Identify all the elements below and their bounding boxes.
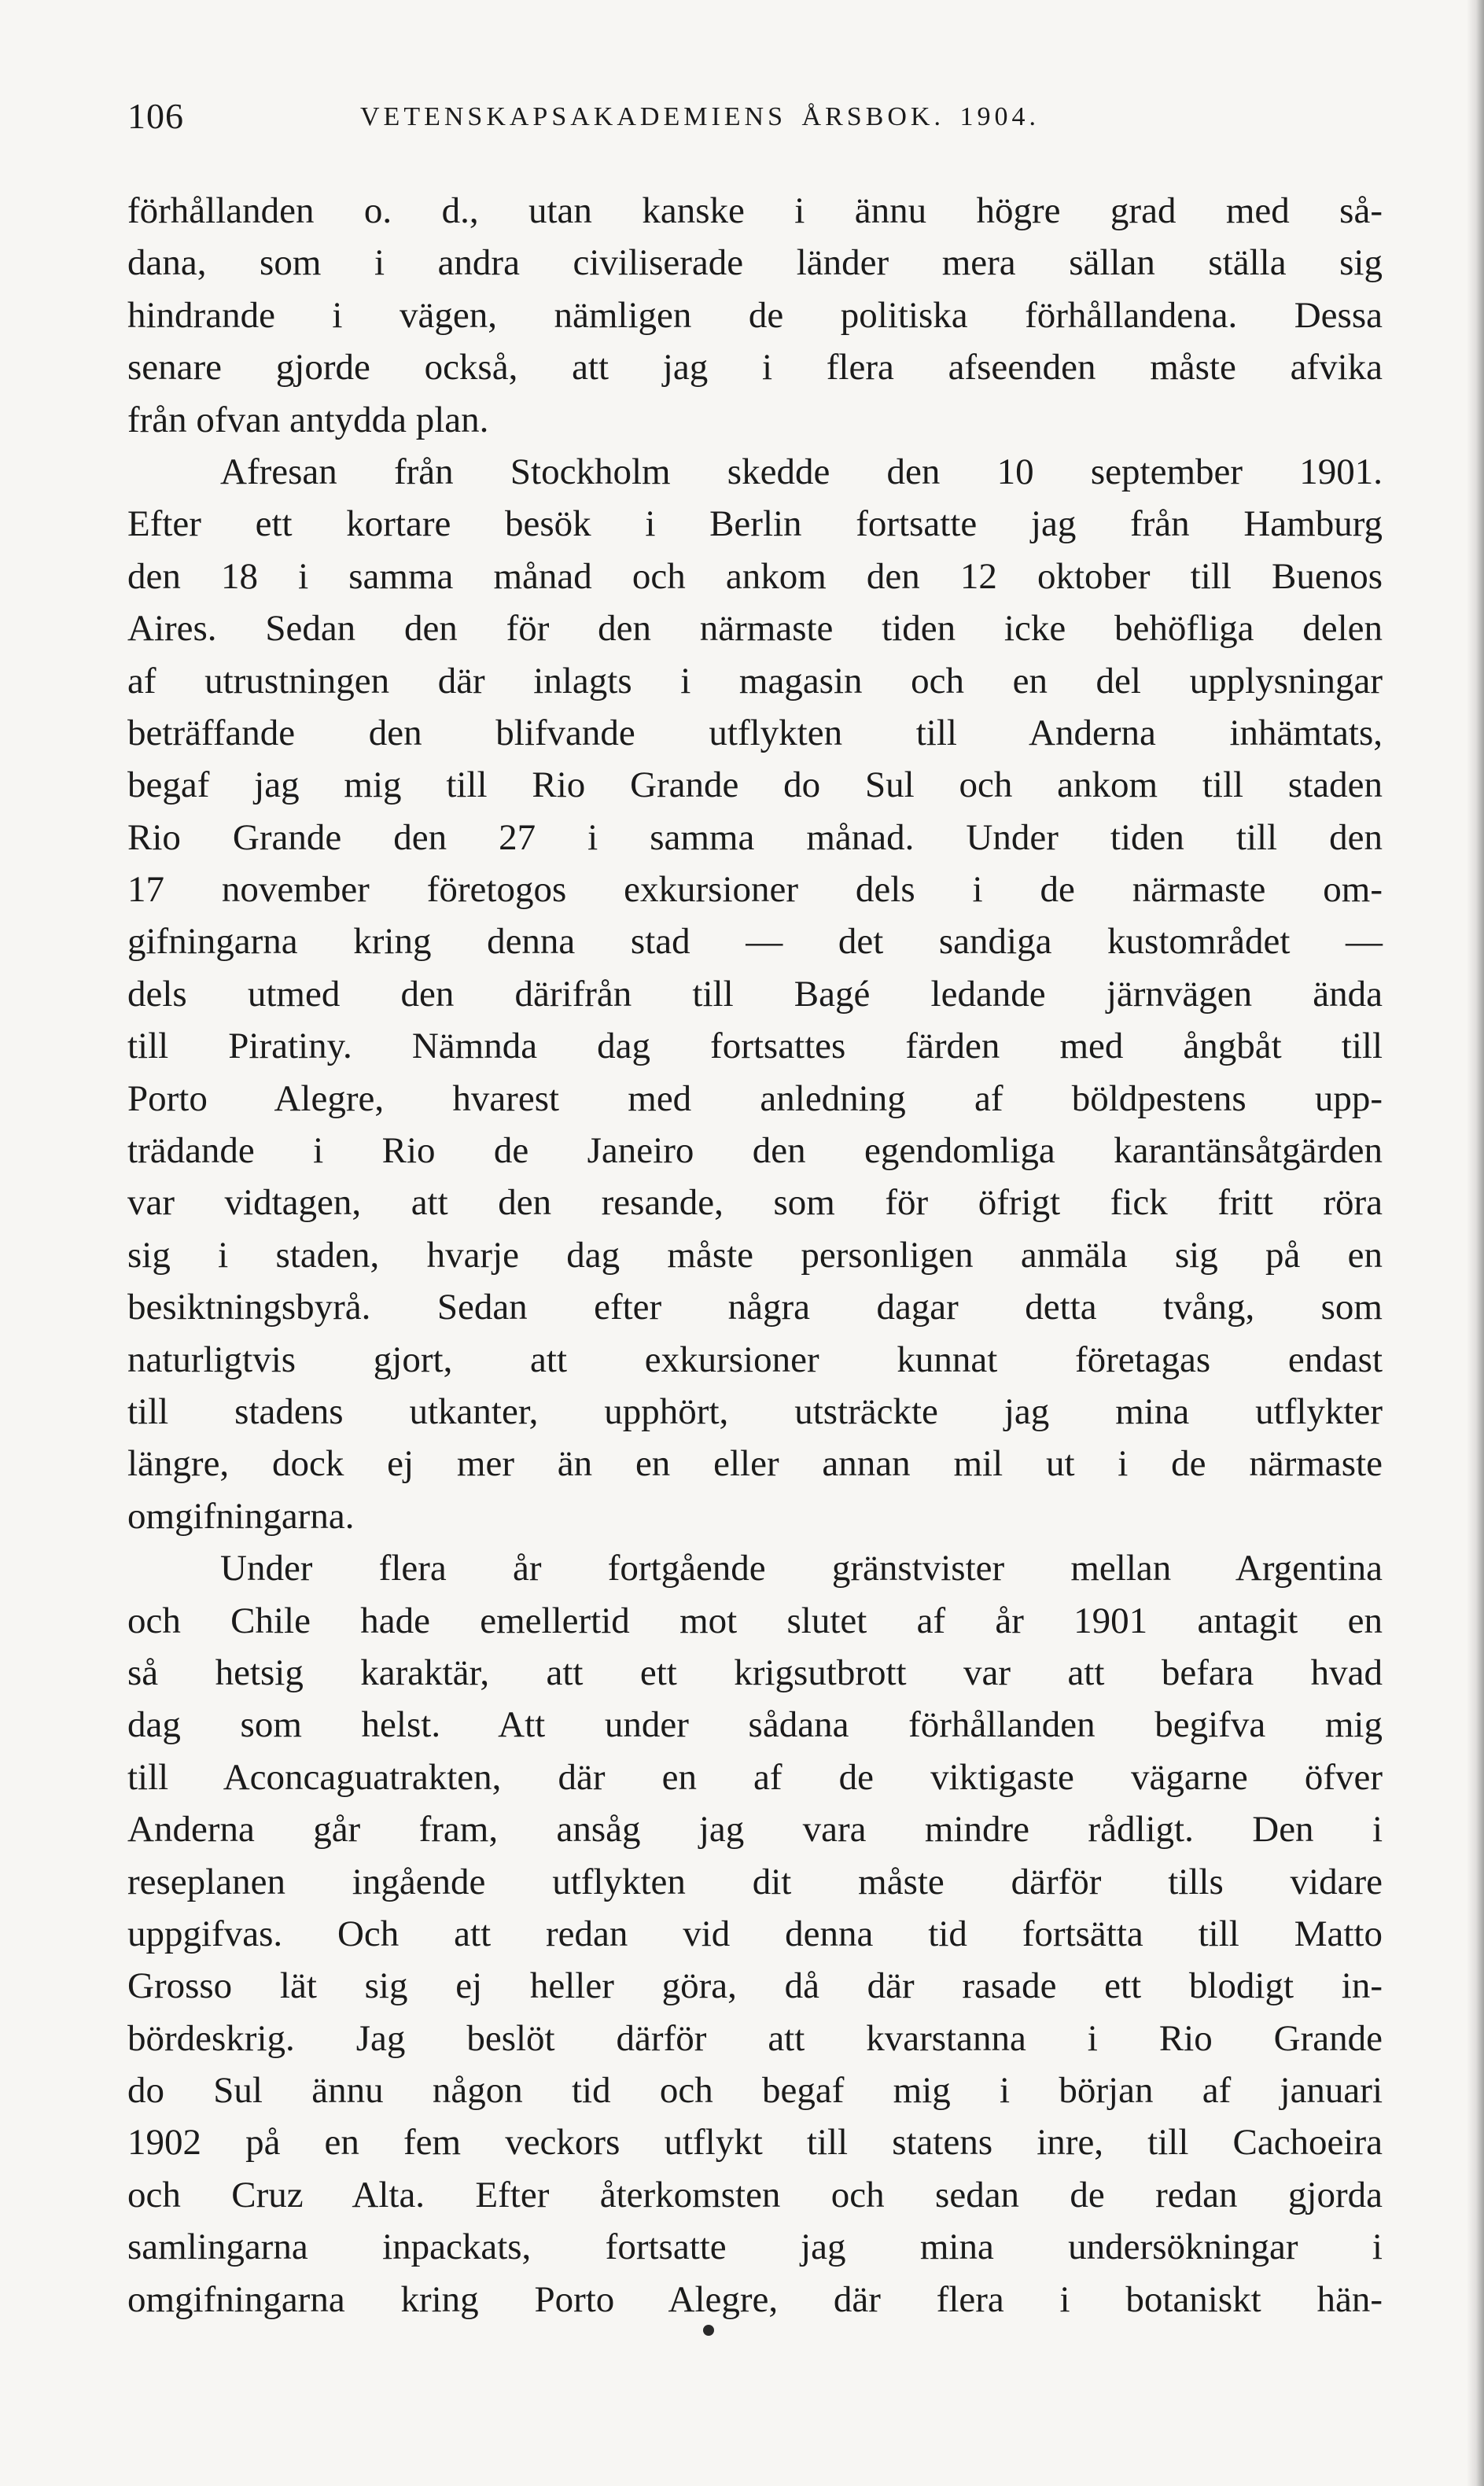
text-line: trädande i Rio de Janeiro den egendomliga karantänsåtgärden: [127, 1130, 1383, 1172]
text-line: naturligtvis gjort, att exkursioner kunnat företagas endast: [127, 1339, 1383, 1380]
paragraph-start-line: Under flera år fortgående gränstvister mellan Argentina: [220, 1548, 1383, 1589]
text-line: till Piratiny. Nämnda dag fortsattes färden med ångbåt till: [127, 1026, 1383, 1067]
text-line: så hetsig karaktär, att ett krigsutbrott var att befara hvad: [127, 1652, 1383, 1693]
text-line: reseplanen ingående utflykten dit måste därför tills vidare: [127, 1861, 1383, 1902]
text-line: från ofvan antydda plan.: [127, 399, 489, 440]
text-line: dag som helst. Att under sådana förhållanden begifva mig: [127, 1704, 1383, 1746]
text-line: begaf jag mig till Rio Grande do Sul och ankom till staden: [127, 764, 1383, 806]
text-line: omgifningarna kring Porto Alegre, där flera i botaniskt hän-: [127, 2278, 1383, 2320]
text-line: Grosso lät sig ej heller göra, då där rasade ett blodigt in-: [127, 1965, 1383, 2007]
text-line: 1902 på en fem veckors utflykt till statens inre, till Cachoeira: [127, 2122, 1383, 2164]
text-line: sig i staden, hvarje dag måste personligen anmäla sig på en: [127, 1234, 1383, 1276]
body-text: [127, 185, 1383, 2326]
text-line: längre, dock ej mer än en eller annan mil ut i de närmaste: [127, 1443, 1383, 1485]
page-header: [127, 93, 1383, 140]
text-line: beträffande den blifvande utflykten till Anderna inhämtats,: [127, 712, 1383, 753]
text-line: var vidtagen, att den resande, som för öfrigt fick fritt röra: [127, 1182, 1383, 1224]
text-line: Anderna går fram, ansåg jag vara mindre rådligt. Den i: [127, 1809, 1383, 1851]
paragraph-start-line: Afresan från Stockholm skedde den 10 september 1901.: [220, 451, 1383, 492]
text-line: besiktningsbyrå. Sedan efter några dagar detta tvång, som: [127, 1287, 1383, 1328]
printer-mark: [703, 2325, 714, 2336]
text-line: den 18 i samma månad och ankom den 12 oktober till Buenos: [127, 555, 1383, 597]
text-line: och Cruz Alta. Efter återkomsten och sedan de redan gjorda: [127, 2174, 1383, 2215]
text-line: 17 november företogos exkursioner dels i de närmaste om-: [127, 869, 1383, 911]
text-line: omgifningarna.: [127, 1495, 355, 1537]
text-line: gifningarna kring denna stad — det sandiga kustområdet —: [127, 921, 1383, 963]
running-title: VETENSKAPSAKADEMIENS ÅRSBOK. 1904.: [360, 102, 1040, 131]
text-line: Efter ett kortare besök i Berlin fortsatte jag från Hamburg: [127, 503, 1383, 545]
text-line: dana, som i andra civiliserade länder mera sällan ställa sig: [127, 242, 1383, 284]
text-line: förhållanden o. d., utan kanske i ännu högre grad med så-: [127, 190, 1383, 231]
text-line: do Sul ännu någon tid och begaf mig i början af januari: [127, 2070, 1383, 2112]
page-number: 106: [127, 96, 184, 136]
text-line: Aires. Sedan den för den närmaste tiden icke behöfliga delen: [127, 608, 1383, 650]
text-line: af utrustningen där inlagts i magasin och en del upplysningar: [127, 660, 1383, 702]
text-line: till Aconcaguatrakten, där en af de viktigaste vägarne öfver: [127, 1756, 1383, 1798]
text-line: till stadens utkanter, upphört, utsträckte jag mina utflykter: [127, 1390, 1383, 1432]
text-line: bördeskrig. Jag beslöt därför att kvarstanna i Rio Grande: [127, 2017, 1383, 2059]
text-line: dels utmed den därifrån till Bagé ledande järnvägen ända: [127, 973, 1383, 1015]
text-line: hindrande i vägen, nämligen de politiska förhållandena. Dessa: [127, 294, 1383, 336]
text-line: uppgifvas. Och att redan vid denna tid fortsätta till Matto: [127, 1913, 1383, 1954]
text-line: senare gjorde också, att jag i flera afseenden måste afvika: [127, 347, 1383, 389]
text-line: och Chile hade emellertid mot slutet af år 1901 antagit en: [127, 1600, 1383, 1641]
page-edge-shadow: [1467, 0, 1484, 2486]
text-line: Rio Grande den 27 i samma månad. Under tiden till den: [127, 816, 1383, 858]
text-line: Porto Alegre, hvarest med anledning af böldpestens upp-: [127, 1077, 1383, 1119]
text-line: samlingarna inpackats, fortsatte jag mina undersökningar i: [127, 2226, 1383, 2268]
